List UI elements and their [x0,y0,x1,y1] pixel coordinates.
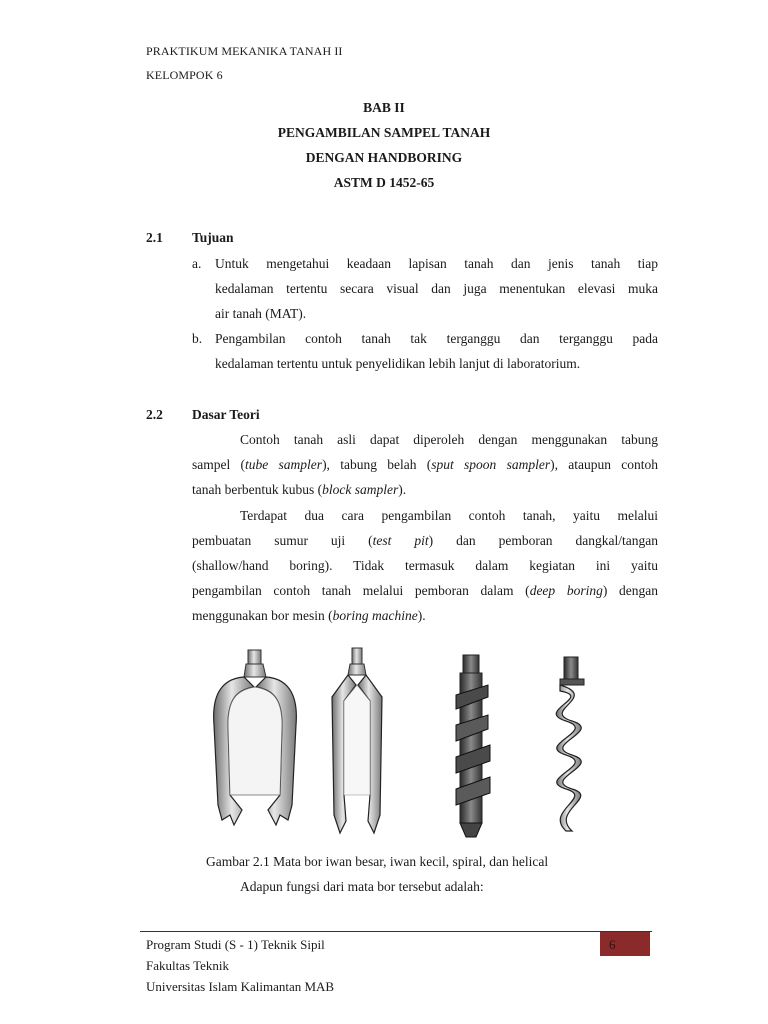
paragraph-1-line2: sampel (tube sampler), tabung belah (sput spoon sampler), ataupun contoh [192,457,658,472]
paragraph-2-line2: pembuatan sumur uji (test pit) dan pemboran dangkal/tangan [192,533,658,548]
footer-divider [140,931,652,932]
chapter-number: BAB II [363,100,405,115]
chapter-title-line2: DENGAN HANDBORING [305,150,463,165]
list-item-marker-a: a. [192,256,202,271]
iwan-auger-large [214,650,297,825]
list-item-a-line3: air tanah (MAT). [215,306,307,321]
paragraph-1-line1: Contoh tanah asli dapat diperoleh dengan menggunakan tabung [240,432,658,447]
iwan-auger-small [332,648,382,833]
figure-auger-bits [200,645,660,845]
footer-program: Program Studi (S - 1) Teknik Sipil [146,937,325,952]
section-number-2-2: 2.2 [146,407,163,422]
list-item-b-line2: kedalaman tertentu untuk penyelidikan lebih lanjut di laboratorium. [215,356,581,371]
spiral-auger [456,655,490,837]
paragraph-1-line3: tanah berbentuk kubus (block sampler). [192,482,407,497]
list-item-a-line2: kedalaman tertentu secara visual dan juga menentukan elevasi muka [215,281,658,296]
paragraph-2-line3: (shallow/hand boring). Tidak termasuk dalam kegiatan ini yaitu [192,558,658,573]
running-header-course: PRAKTIKUM MEKANIKA TANAH II [146,44,343,58]
section-heading-tujuan: Tujuan [192,230,234,245]
footer-faculty: Fakultas Teknik [146,958,229,973]
helical-auger [556,657,584,831]
figure-caption: Gambar 2.1 Mata bor iwan besar, iwan kecil, spiral, dan helical [206,854,549,869]
section-heading-dasar-teori: Dasar Teori [192,407,260,422]
paragraph-2-line5: menggunakan bor mesin (boring machine). [192,608,426,623]
list-item-marker-b: b. [192,331,203,346]
list-item-a-line1: Untuk mengetahui keadaan lapisan tanah dan jenis tanah tiap [215,256,658,271]
running-header-group: KELOMPOK 6 [146,68,223,82]
footer-university: Universitas Islam Kalimantan MAB [146,979,335,994]
auger-bits-illustration [200,645,660,845]
paragraph-2-line4: pengambilan contoh tanah melalui pemboran dalam (deep boring) dengan [192,583,659,598]
chapter-standard: ASTM D 1452-65 [333,175,435,190]
list-item-b-line1: Pengambilan contoh tanah tak terganggu dan terganggu pada [215,331,658,346]
page-number-box [600,932,650,956]
chapter-title-line1: PENGAMBILAN SAMPEL TANAH [277,125,491,140]
section-number-2-1: 2.1 [146,230,163,245]
paragraph-after-figure: Adapun fungsi dari mata bor tersebut adalah: [240,879,484,894]
paragraph-2-line1: Terdapat dua cara pengambilan contoh tanah, yaitu melalui [240,508,658,523]
page-number: 6 [609,937,616,952]
